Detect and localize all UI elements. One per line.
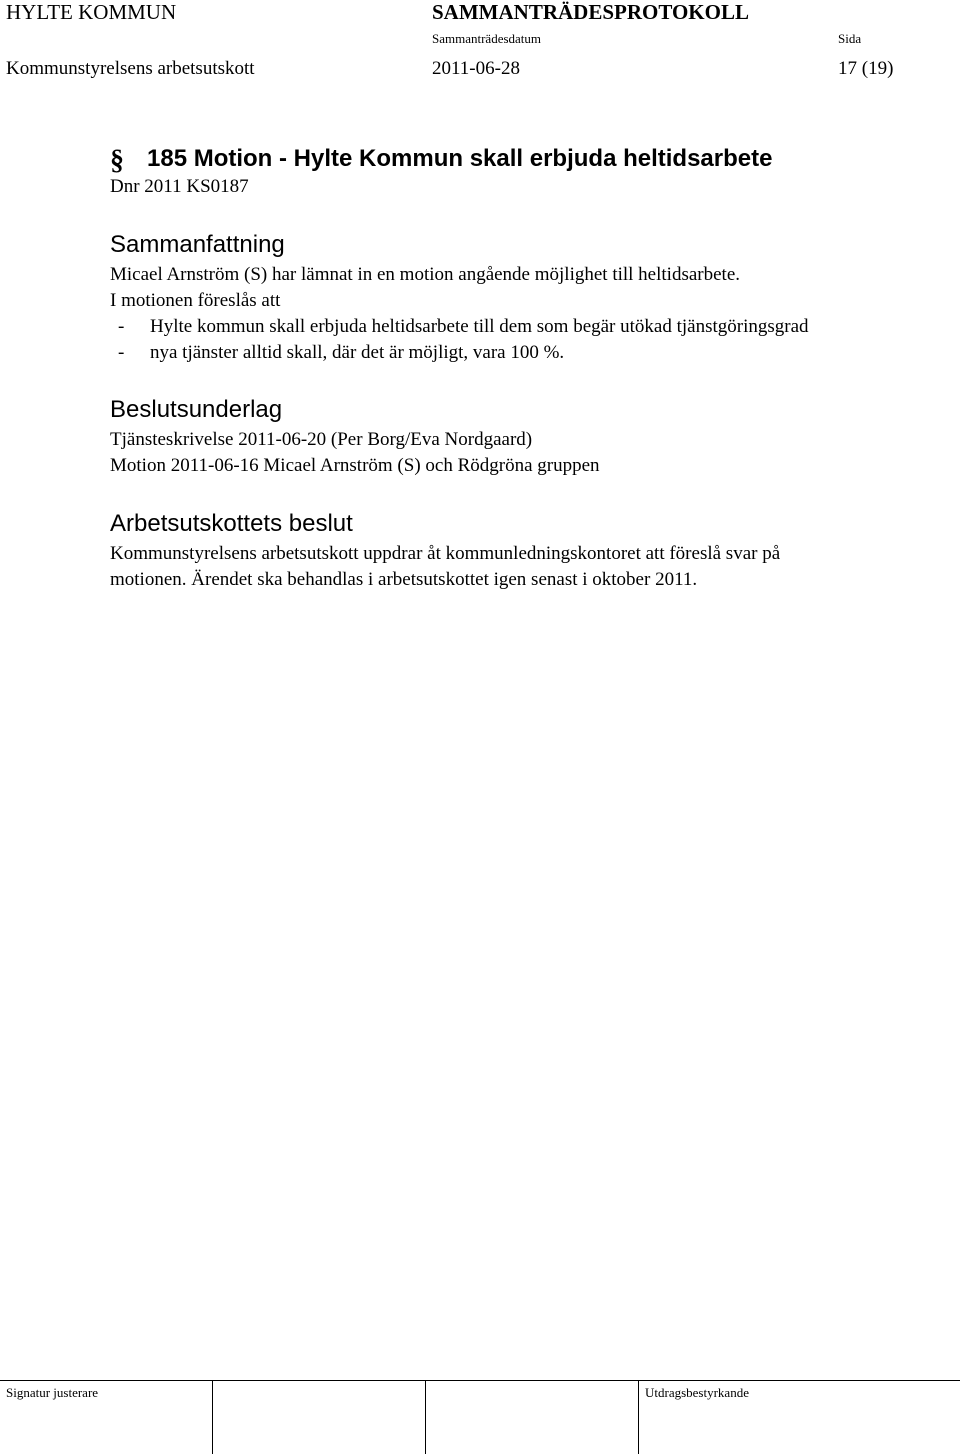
summary-line: I motionen föreslås att	[110, 290, 281, 311]
page-label: Sida	[838, 31, 862, 46]
footer-column-divider	[212, 1380, 213, 1454]
basis-heading: Beslutsunderlag	[110, 396, 283, 423]
footer-column-divider	[638, 1380, 639, 1454]
decision-line: motionen. Ärendet ska behandlas i arbetsutskottet igen senast i oktober 2011.	[110, 569, 698, 590]
bullet-dash: -	[118, 342, 125, 363]
bullet-dash: -	[118, 316, 125, 337]
decision-heading: Arbetsutskottets beslut	[110, 510, 353, 537]
footer-divider	[0, 1380, 960, 1381]
date-label: Sammanträdesdatum	[432, 31, 542, 46]
decision-line: Kommunstyrelsens arbetsutskott uppdrar åt kommunledningskontoret att föreslå svar på	[110, 543, 781, 564]
footer-column-divider	[425, 1380, 426, 1454]
meeting-date: 2011-06-28	[432, 58, 520, 79]
case-number: Dnr 2011 KS0187	[110, 176, 249, 197]
organization-name: HYLTE KOMMUN	[6, 0, 177, 24]
section-sign: §	[110, 145, 124, 176]
basis-line: Tjänsteskrivelse 2011-06-20 (Per Borg/Eva Nordgaard)	[110, 429, 533, 450]
basis-line: Motion 2011-06-16 Micael Arnström (S) och Rödgröna gruppen	[110, 455, 600, 476]
bullet-item: nya tjänster alltid skall, där det är möjligt, vara 100 %.	[150, 342, 565, 363]
signature-label: Signatur justerare	[6, 1385, 99, 1400]
summary-line: Micael Arnström (S) har lämnat in en motion angående möjlighet till heltidsarbete.	[110, 264, 741, 285]
document-type: SAMMANTRÄDESPROTOKOLL	[432, 0, 749, 24]
extract-label: Utdragsbestyrkande	[645, 1385, 749, 1400]
committee-name: Kommunstyrelsens arbetsutskott	[6, 58, 255, 79]
page-number: 17 (19)	[838, 58, 894, 79]
item-title: 185 Motion - Hylte Kommun skall erbjuda heltidsarbete	[147, 145, 773, 172]
bullet-item: Hylte kommun skall erbjuda heltidsarbete till dem som begär utökad tjänstgöringsgrad	[150, 316, 809, 337]
summary-heading: Sammanfattning	[110, 231, 285, 258]
